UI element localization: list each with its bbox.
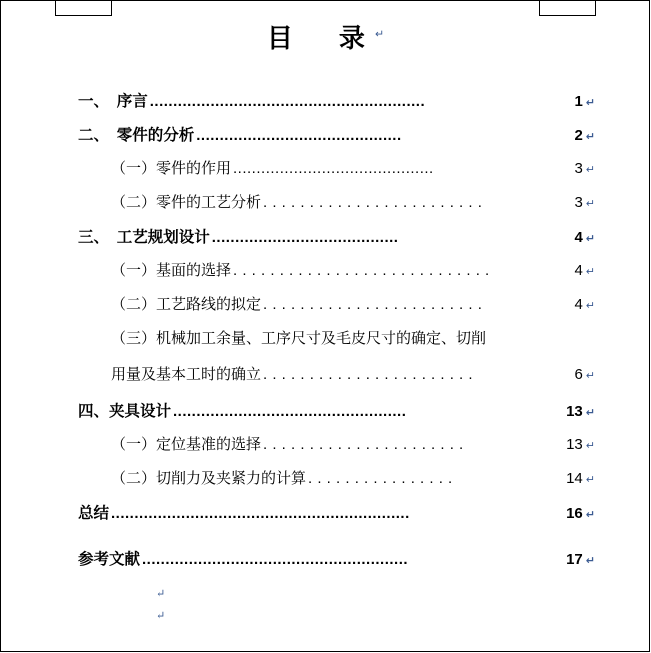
toc-entry-level2[interactable] [78,157,595,191]
paragraph-mark: ↵ [585,370,595,382]
paragraph-mark: ↵ [585,97,595,109]
paragraph-mark: ↵ [156,588,166,600]
paragraph-mark: ↵ [585,300,595,312]
paragraph-mark: ↵ [585,555,595,567]
toc-label: （二）工艺路线的拟定 [111,296,262,313]
toc-entry-level1[interactable] [78,547,595,587]
toc-label: 参考文献 [78,551,141,568]
toc-page-number: 6 [574,366,583,383]
toc-label: 总结 [78,505,110,522]
paragraph-mark: ↵ [585,474,595,486]
toc-leader: ........................................................... [149,93,426,110]
paragraph-mark: ↵ [374,28,385,41]
toc-entry-level1[interactable] [78,225,595,259]
toc-label: （一）基面的选择 [111,262,232,279]
toc-leader: ............................................ [196,127,402,144]
toc-page-number: 3 [574,160,583,177]
paragraph-mark: ↵ [585,407,595,419]
toc-leader: ................................................................ [111,505,410,522]
table-of-contents [0,89,651,631]
toc-leader: . . . . . . . . . . . . . . . . . . . . . . [263,436,464,453]
toc-page-number: 14 [566,470,583,487]
toc-label: （一）定位基准的选择 [111,436,262,453]
toc-label: （一）零件的作用 [111,160,232,177]
toc-label: （二）零件的工艺分析 [111,194,262,211]
toc-page-number: 17 [566,551,583,568]
toc-label: 二、 零件的分析 [78,127,195,144]
page-title-text: 目 录 [266,23,375,53]
paragraph-mark: ↵ [585,266,595,278]
toc-page-number: 13 [566,436,583,453]
paragraph-mark: ↵ [156,610,166,622]
paragraph-mark: ↵ [585,233,595,245]
toc-entry-level2[interactable] [78,433,595,467]
paragraph-mark: ↵ [585,440,595,452]
toc-page-number: 4 [574,229,583,246]
toc-page-number: 3 [574,194,583,211]
paragraph-mark: ↵ [585,131,595,143]
toc-page-number: 2 [574,127,583,144]
toc-entry-level2[interactable] [78,327,595,363]
toc-label: 三、 工艺规划设计 [78,229,210,246]
toc-entry-level1[interactable] [78,399,595,433]
paragraph-mark: ↵ [585,164,595,176]
toc-entry-level2-continuation[interactable] [78,363,595,399]
toc-leader: . . . . . . . . . . . . . . . . [308,470,453,487]
toc-label: 用量及基本工时的确立 [111,366,262,383]
toc-entry-level2[interactable] [78,293,595,327]
paragraph-mark: ↵ [585,509,595,521]
toc-leader: .................................................. [173,403,407,420]
toc-leader: ......................................................... [142,551,409,568]
toc-entry-level2[interactable] [78,259,595,293]
toc-leader: ........................................... [233,160,434,177]
toc-label: （二）切削力及夹紧力的计算 [111,470,307,487]
toc-label: 四、夹具设计 [78,403,172,420]
toc-page-number: 4 [574,262,583,279]
toc-entry-level2[interactable] [78,191,595,225]
paragraph-mark: ↵ [585,198,595,210]
toc-page-number: 1 [574,93,583,110]
toc-entry-level2[interactable] [78,467,595,501]
toc-page-number: 4 [574,296,583,313]
toc-page-number: 16 [566,505,583,522]
trailing-paragraph-marks [78,587,595,631]
toc-leader: . . . . . . . . . . . . . . . . . . . . . . . [263,366,474,383]
toc-leader: . . . . . . . . . . . . . . . . . . . . . . . . [263,194,483,211]
toc-leader: ........................................ [211,229,399,246]
page-title [0,18,651,55]
toc-leader: . . . . . . . . . . . . . . . . . . . . . . . . . . . . [233,262,490,279]
toc-leader: . . . . . . . . . . . . . . . . . . . . . . . . [263,296,483,313]
toc-page-number: 13 [566,403,583,420]
toc-entry-level1[interactable] [78,501,595,547]
toc-entry-level1[interactable] [78,123,595,157]
toc-entry-level1[interactable] [78,89,595,123]
toc-label: 一、 序言 [78,93,148,110]
toc-label: （三）机械加工余量、工序尺寸及毛皮尺寸的确定、切削 [111,330,487,347]
